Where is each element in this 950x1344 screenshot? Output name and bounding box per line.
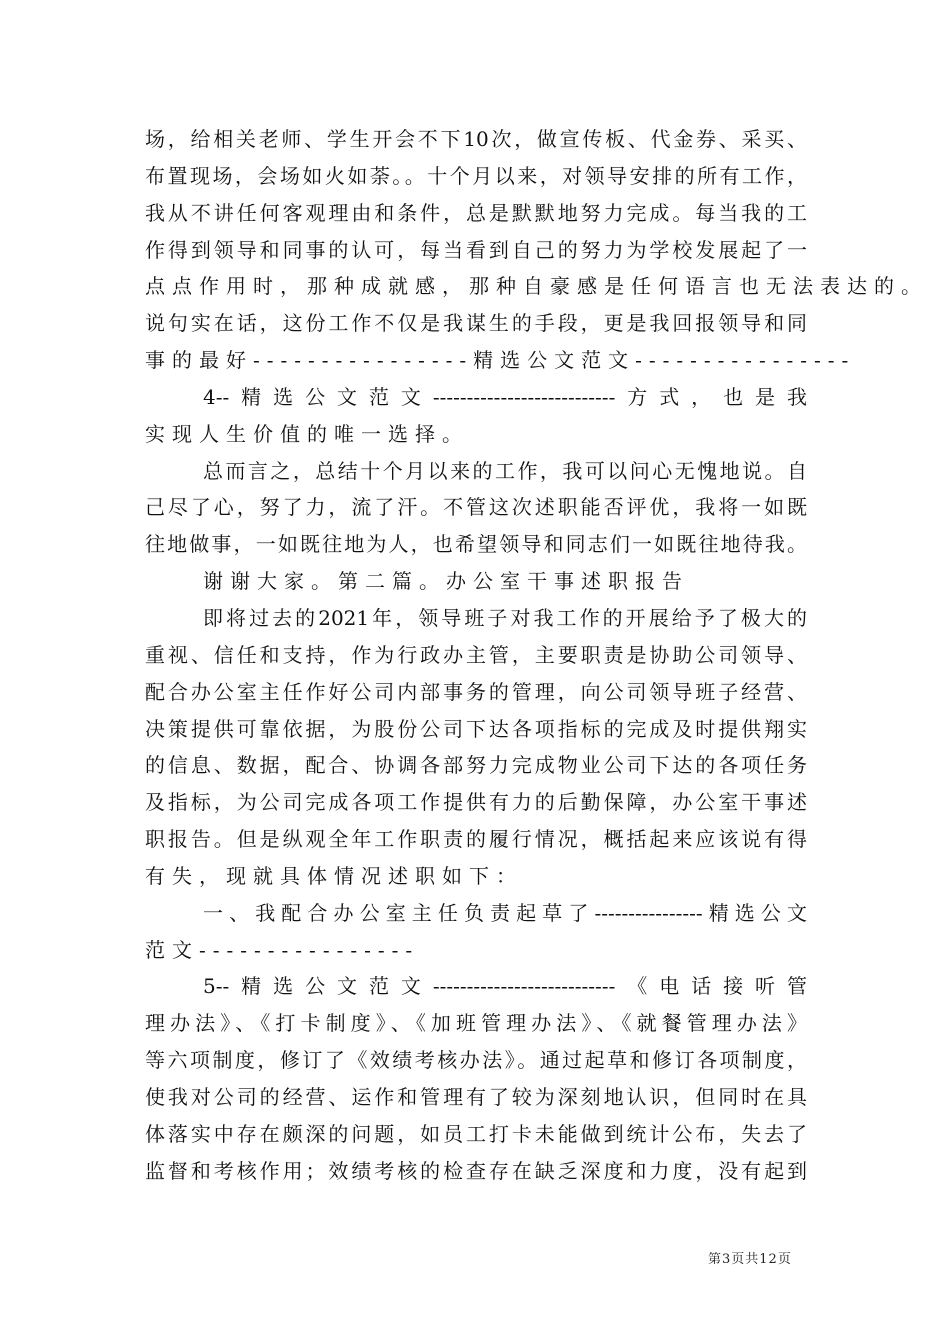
text-line: 一、我配合办公室主任负责起草了----------------精选公文 — [203, 900, 807, 925]
text-line: 谢谢大家。第二篇。办公室干事述职报告 — [203, 569, 689, 594]
text-line: 理办法》、《打卡制度》、《加班管理办法》、《就餐管理办法》 — [145, 1011, 807, 1036]
text-line: 点点作用时，那种成就感，那种自豪感是任何语言也无法表达的。 — [145, 274, 928, 299]
text-line: 监督和考核作用；效绩考核的检查存在缺乏深度和力度，没有起到 — [145, 1158, 807, 1183]
text-line: 说句实在话，这份工作不仅是我谋生的手段，更是我回报领导和同 — [145, 311, 807, 336]
text-line: 作得到领导和同事的认可，每当看到自己的努力为学校发展起了一 — [145, 237, 807, 262]
page-number-footer: 第3页共12页 — [708, 1252, 792, 1267]
text-line: 总而言之，总结十个月以来的工作，我可以问心无愧地说。自 — [203, 458, 807, 483]
text-line: 使我对公司的经营、运作和管理有了较为深刻地认识，但同时在具 — [145, 1084, 807, 1109]
text-line: 范文---------------- — [145, 937, 420, 962]
text-line: 体落实中存在颇深的问题，如员工打卡未能做到统计公布，失去了 — [145, 1121, 807, 1146]
text-line: 职报告。但是纵观全年工作职责的履行情况，概括起来应该说有得 — [145, 827, 807, 852]
text-line: 布置现场，会场如火如荼。。十个月以来，对领导安排的所有工作， — [145, 163, 807, 188]
text-line: 有失，现就具体情况述职如下： — [145, 863, 523, 888]
text-line: 场，给相关老师、学生开会不下10次，做宣传板、代金券、采买、 — [145, 127, 807, 151]
text-line: 往地做事，一如既往地为人，也希望领导和同志们一如既往地待我。 — [145, 532, 807, 557]
text-line: 4--精选公文范文---------------------------方式，也是我 — [203, 384, 807, 409]
text-line: 己尽了心，努了力，流了汗。不管这次述职能否评优，我将一如既 — [145, 495, 807, 520]
text-line: 的信息、数据，配合、协调各部努力完成物业公司下达的各项任务 — [145, 753, 807, 778]
text-line: 决策提供可靠依据，为股份公司下达各项指标的完成及时提供翔实 — [145, 716, 807, 741]
text-line: 事的最好----------------精选公文范文---------------- — [145, 348, 856, 373]
text-line: 重视、信任和支持，作为行政办主管，主要职责是协助公司领导、 — [145, 642, 807, 667]
text-line: 等六项制度，修订了《效绩考核办法》。通过起草和修订各项制度， — [145, 1048, 807, 1073]
text-line: 实现人生价值的唯一选择。 — [145, 421, 469, 446]
text-line: 5--精选公文范文---------------------------《电话接听管 — [203, 974, 807, 999]
text-line: 我从不讲任何客观理由和条件，总是默默地努力完成。每当我的工 — [145, 200, 807, 225]
text-line: 配合办公室主任作好公司内部事务的管理，向公司领导班子经营、 — [145, 679, 807, 704]
text-line: 及指标，为公司完成各项工作提供有力的后勤保障，办公室干事述 — [145, 790, 807, 815]
text-line: 即将过去的2021年，领导班子对我工作的开展给予了极大的 — [203, 605, 807, 630]
document-body — [145, 121, 928, 1189]
